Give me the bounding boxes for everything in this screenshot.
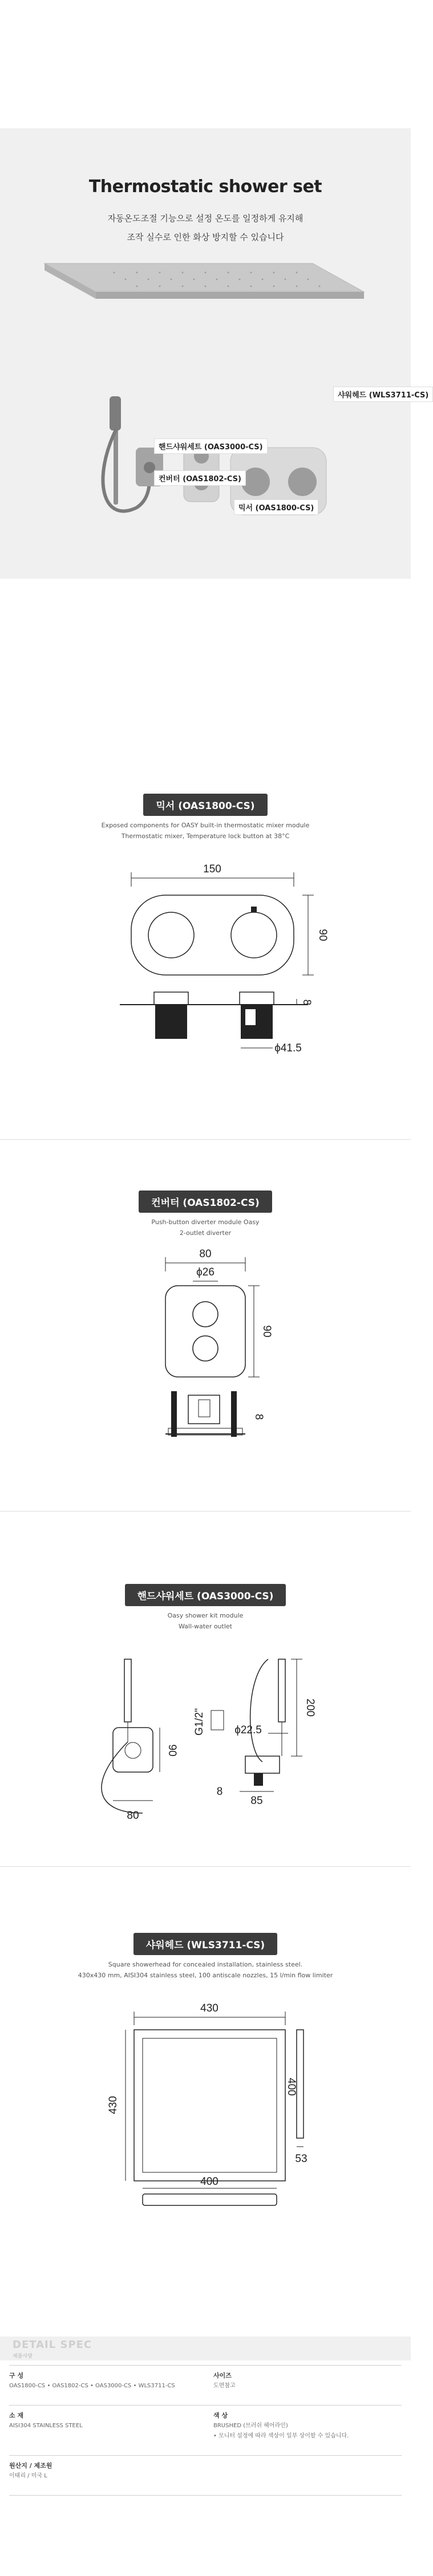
diverter-drawing	[0, 1246, 411, 1451]
spec-material-label: 소 재	[9, 2412, 24, 2419]
rain-dim-thickness: 53	[295, 2153, 307, 2165]
spec-material-value: AISI304 STAINLESS STEEL	[9, 2423, 83, 2429]
section-hand-title: 핸드샤워세트 (OAS3000-CS)	[125, 1584, 286, 1606]
section-divider	[0, 1139, 411, 1140]
diverter-dim-diameter: ϕ26	[196, 1266, 215, 1278]
section-mixer-heading	[0, 794, 411, 816]
rain-dim-top: 430	[200, 2002, 218, 2014]
tag-diverter: 컨버터 (OAS1802-CS)	[154, 470, 246, 486]
hand-dim-offset: 85	[250, 1795, 263, 1807]
section-rain-heading	[0, 1933, 411, 1955]
rain-dim-side: 430	[107, 2096, 119, 2114]
section-diverter-heading	[0, 1191, 411, 1213]
hand-dim-height: 90	[166, 1744, 178, 1757]
hero-description-line1: 자동온도조절 기능으로 설정 온도를 일정하게 유지해	[107, 213, 303, 224]
section-rain-desc1: Square showerhead for concealed installation, stainless steel.	[108, 1961, 303, 1968]
section-divider	[0, 1866, 411, 1867]
diverter-dim-height: 90	[261, 1325, 273, 1338]
section-mixer-title: 믹서 (OAS1800-CS)	[143, 794, 267, 816]
spec-size-value: 도면참고	[213, 2383, 236, 2389]
spec-heading: DETAIL SPEC	[13, 2339, 92, 2351]
spec-subheading: 제품사양	[13, 2354, 33, 2359]
hand-dim-diameter: ϕ22.5	[234, 1724, 262, 1736]
section-diverter-title: 컨버터 (OAS1802-CS)	[139, 1191, 272, 1213]
spec-rule	[9, 2405, 402, 2406]
spec-color-label: 색 상	[213, 2412, 228, 2419]
tag-mixer: 믹서 (OAS1800-CS)	[234, 499, 318, 515]
rain-dim-bottom: 400	[200, 2176, 218, 2188]
diverter-dim-depth: 8	[253, 1413, 265, 1420]
section-diverter-desc1: Push-button diverter module Oasy	[151, 1218, 260, 1226]
spec-size-label: 사이즈	[213, 2372, 232, 2379]
diverter-dim-width: 80	[199, 1248, 212, 1260]
shower-set-illustration	[0, 257, 411, 576]
hero-description-line2: 조작 실수로 인한 화상 방지할 수 있습니다	[127, 232, 284, 242]
section-hand-desc2: Wall-water outlet	[179, 1623, 232, 1630]
page-title: Thermostatic shower set	[88, 177, 322, 197]
spec-rule	[9, 2455, 402, 2456]
hand-dim-length: 200	[304, 1699, 316, 1717]
tag-showerhead: 샤워헤드 (WLS3711-CS)	[333, 387, 433, 402]
hand-dim-width: 80	[127, 1810, 139, 1822]
section-hand-heading	[0, 1584, 411, 1606]
section-divider	[0, 1511, 411, 1512]
spec-composition-value: OAS1800-CS • OAS1802-CS • OAS3000-CS • WLS3711-CS	[9, 2383, 175, 2389]
section-mixer-desc1: Exposed components for OASY built-in thermostatic mixer module	[101, 822, 310, 829]
hand-shower-drawing	[0, 1642, 411, 1830]
hand-dim-depth: 8	[216, 1786, 223, 1798]
showerhead-drawing	[0, 1996, 411, 2212]
rain-dim-depth: 400	[285, 2078, 297, 2096]
spec-origin-value: 이태리 / 미국 L	[9, 2473, 47, 2479]
spec-rule	[9, 2495, 402, 2496]
spec-composition-label: 구 성	[9, 2372, 24, 2379]
section-hand-desc1: Oasy shower kit module	[167, 1612, 244, 1619]
spec-color-note: • 모니터 설정에 따라 색상이 일부 상이할 수 있습니다.	[213, 2433, 349, 2439]
mixer-dim-depth: 8	[301, 999, 313, 1006]
mixer-dim-height: 90	[317, 929, 329, 941]
section-diverter-desc2: 2-outlet diverter	[179, 1229, 232, 1237]
spec-rule	[9, 2365, 402, 2366]
spec-origin-label: 원산지 / 제조원	[9, 2462, 52, 2469]
section-rain-desc2: 430x430 mm, AISI304 stainless steel, 100 antiscale nozzles, 15 l/min flow limiter	[78, 1972, 333, 1979]
mixer-dim-width: 150	[203, 863, 221, 875]
spec-color-value: BRUSHED (브러쉬 헤어라인)	[213, 2423, 288, 2429]
hand-dim-thread: G1/2"	[193, 1708, 205, 1736]
mixer-drawing	[0, 855, 411, 1061]
tag-hand-shower: 핸드샤워세트 (OAS3000-CS)	[154, 438, 268, 454]
mixer-dim-diameter: ϕ41.5	[274, 1042, 302, 1054]
section-rain-title: 샤워헤드 (WLS3711-CS)	[133, 1933, 277, 1955]
section-mixer-desc2: Thermostatic mixer, Temperature lock button at 38°C	[121, 832, 290, 840]
